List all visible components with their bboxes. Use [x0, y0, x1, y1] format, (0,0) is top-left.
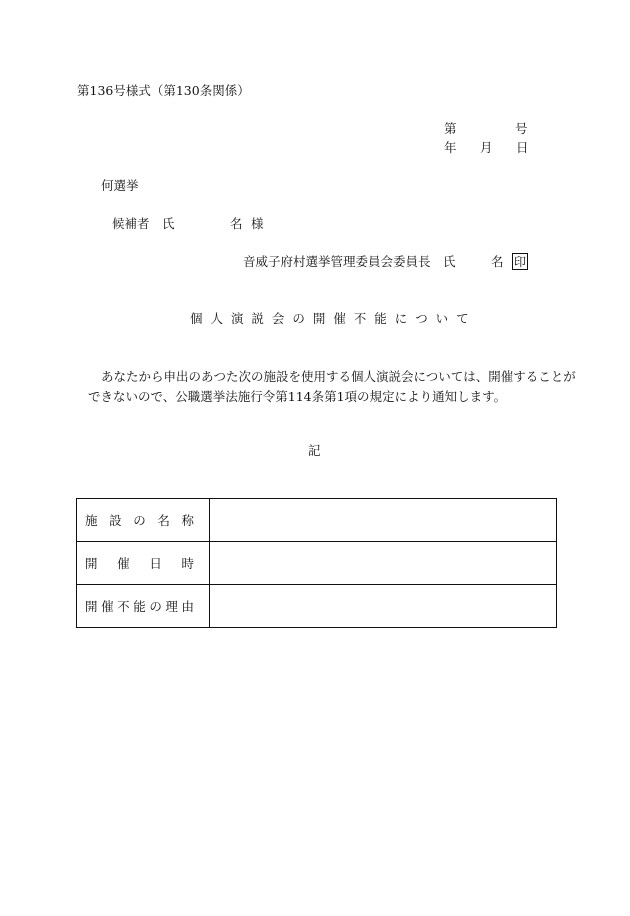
detail-table-body	[77, 499, 557, 628]
label-char: の	[133, 513, 147, 528]
label-char: 開	[85, 599, 99, 614]
candidate-name-label-suffix: 名	[230, 216, 243, 231]
label-char: 能	[133, 599, 147, 614]
document-number-suffix: 号	[515, 121, 528, 136]
body-text-line: できないので、公職選挙法施行令第114条第1項の規定により通知します。	[88, 389, 507, 404]
label-char: 日	[149, 556, 163, 571]
label-char: の	[149, 599, 163, 614]
form-number: 第136号様式（第130条関係）	[77, 83, 250, 98]
document-number-prefix: 第	[444, 121, 457, 136]
body-text-line: あなたから申出のあつた次の施設を使用する個人演説会については、開催することが	[101, 369, 576, 384]
row-value-cell	[210, 499, 557, 542]
table-row	[77, 585, 557, 628]
label-char: 名	[157, 513, 171, 528]
row-value-cell	[210, 542, 557, 585]
label-char: 催	[101, 599, 115, 614]
honorific: 様	[251, 216, 264, 231]
issuer-name-label: 名	[491, 254, 504, 269]
table-row	[77, 542, 557, 585]
row-label	[77, 542, 210, 585]
note-heading: 記	[308, 443, 321, 458]
date-year-label: 年	[444, 140, 457, 155]
body-paragraph	[88, 367, 576, 407]
label-char: 不	[117, 599, 131, 614]
label-char: 理	[165, 599, 179, 614]
row-label	[77, 499, 210, 542]
detail-table	[76, 498, 557, 628]
label-char: 設	[109, 513, 123, 528]
row-label-text	[85, 511, 195, 529]
row-label-text	[85, 597, 195, 615]
row-label	[77, 585, 210, 628]
table-row	[77, 499, 557, 542]
label-char: 時	[181, 556, 195, 571]
label-char: 施	[85, 513, 99, 528]
seal-mark: 印	[514, 255, 527, 269]
label-char: 開	[85, 556, 99, 571]
row-label-text	[85, 554, 195, 572]
label-char: 称	[181, 513, 195, 528]
election-name: 何選挙	[101, 178, 139, 193]
date-day-label: 日	[516, 140, 529, 155]
date-month-label: 月	[480, 140, 493, 155]
label-char: 由	[181, 599, 195, 614]
issuer-title: 音威子府村選挙管理委員会委員長 氏	[243, 254, 456, 269]
row-value-cell	[210, 585, 557, 628]
label-char: 催	[117, 556, 131, 571]
candidate-name-label: 候補者 氏	[112, 216, 175, 231]
document-title: 個 人 演 説 会 の 開 催 不 能 に つ い て	[190, 311, 471, 326]
